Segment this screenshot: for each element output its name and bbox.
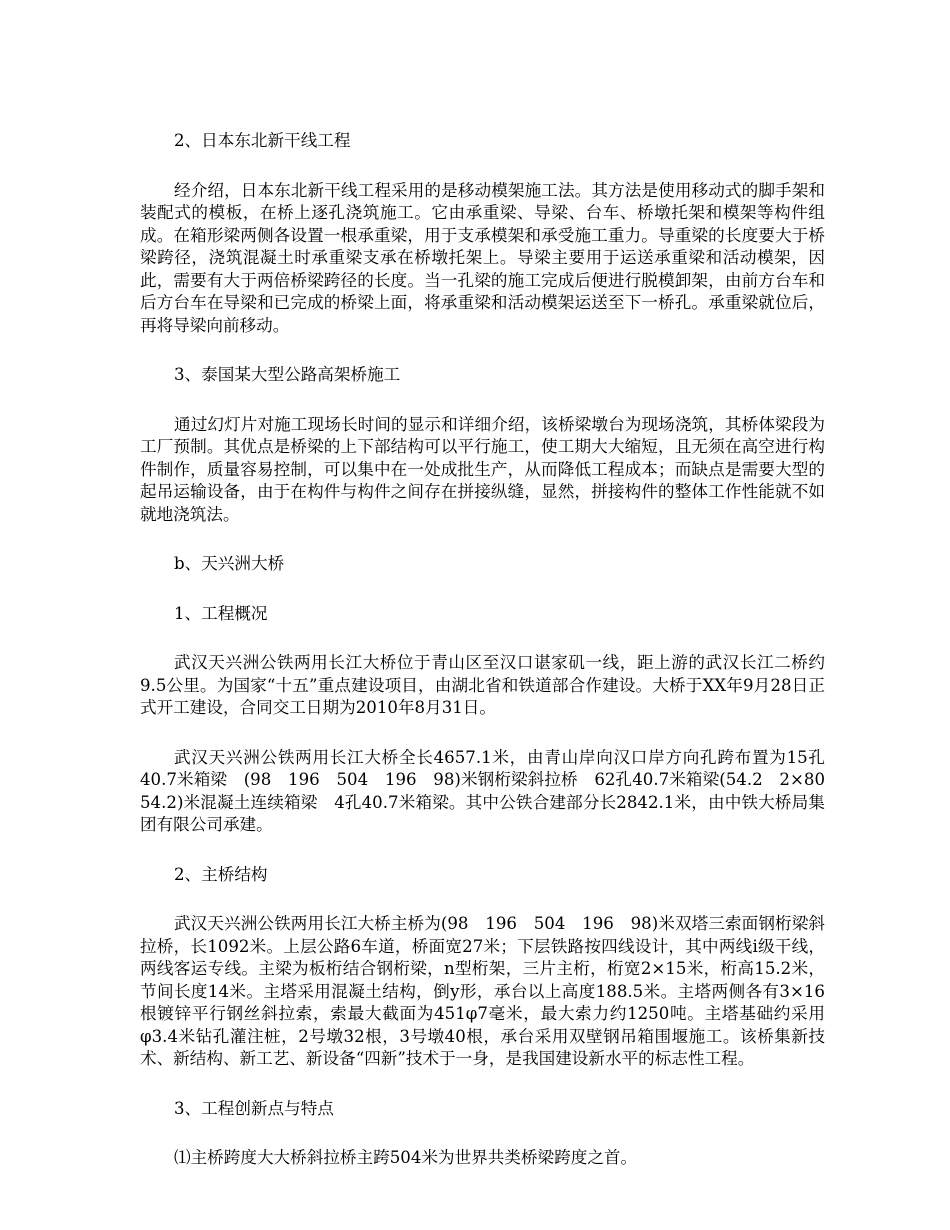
paragraph-overview-1: 武汉天兴洲公铁两用长江大桥位于青山区至汉口谌家矶一线，距上游的武汉长江二桥约9.5公里。为国家“十五”重点建设项目，由湖北省和铁道部合作建设。大桥于XX年9月28日正式开工建设，合同交工日期为2010年8月31日。	[140, 653, 825, 717]
paragraph-innovation-1: ⑴主桥跨度大大桥斜拉桥主跨504米为世界共类桥梁跨度之首。	[174, 1148, 638, 1167]
section-heading-thailand: 3、泰国某大型公路高架桥施工	[174, 365, 401, 384]
paragraph-overview-2: 武汉天兴洲公铁两用长江大桥全长4657.1米，由青山岸向汉口岸方向孔跨布置为15孔40.7米箱梁 (98 196 504 196 98)米钢桁梁斜拉桥 62孔40.7米箱梁(54.2 2×80 54.2)米混凝土连续箱梁 4孔40.7米箱梁。其中公铁合建部分长2842.1米，由中铁大桥局集团有限公司承建。	[140, 747, 842, 834]
paragraph-structure: 武汉天兴洲公铁两用长江大桥主桥为(98 196 504 196 98)米双塔三索面钢桁梁斜拉桥，长1092米。上层公路6车道，桥面宽27米；下层铁路按四线设计，其中两线ⅰ级干线，两线客运专线。主梁为板桁结合钢桁梁，n型桁架，三片主桁，桁宽2×15米，桁高15.2米，节间长度14米。主塔采用混凝土结构，倒y形，承台以上高度188.5米。主塔两侧各有3×16根镀锌平行钢丝斜拉索，索最大截面为451φ7毫米，最大索力约1250吨。主塔基础约采用 φ3.4米钻孔灌注桩，2号墩32根，3号墩40根，承台采用双壁钢吊箱围堰施工。该桥集新技术、新结构、新工艺、新设备“四新”技术于一身，是我国建设新水平的标志性工程。	[140, 914, 842, 1068]
section-heading-structure: 2、主桥结构	[174, 864, 268, 884]
section-heading-overview: 1、工程概况	[174, 603, 268, 623]
document-page	[140, 130, 842, 1197]
section-heading-japan: 2、日本东北新干线工程	[174, 131, 351, 150]
section-heading-tianxingzhou: b、天兴洲大桥	[174, 554, 285, 573]
section-heading-innovation: 3、工程创新点与特点	[174, 1098, 334, 1118]
paragraph-japan: 经介绍，日本东北新干线工程采用的是移动模架施工法。其方法是使用移动式的脚手架和装配式的模板，在桥上逐孔浇筑施工。它由承重梁、导梁、台车、桥墩托架和模架等构件组成。在箱形梁两侧各设置一根承重梁，用于支承模架和承受施工重力。导重梁的长度要大于桥梁跨径，浇筑混凝土时承重梁支承在桥墩托架上。导梁主要用于运送承重梁和活动模架，因此，需要有大于两倍桥梁跨径的长度。当一孔梁的施工完成后便进行脱模卸架，由前方台车和后方台车在导梁和已完成的桥梁上面，将承重梁和活动模架运送至下一桥孔。承重梁就位后，再将导梁向前移动。	[140, 180, 825, 335]
paragraph-thailand: 通过幻灯片对施工现场长时间的显示和详细介绍，该桥梁墩台为现场浇筑，其桥体梁段为工厂预制。其优点是桥梁的上下部结构可以平行施工，使工期大大缩短，且无须在高空进行构件制作，质量容易控制，可以集中在一处成批生产，从而降低工程成本；而缺点是需要大型的起吊运输设备，由于在构件与构件之间存在拼接纵缝，显然，拼接构件的整体工作性能就不如就地浇筑法。	[140, 414, 825, 524]
